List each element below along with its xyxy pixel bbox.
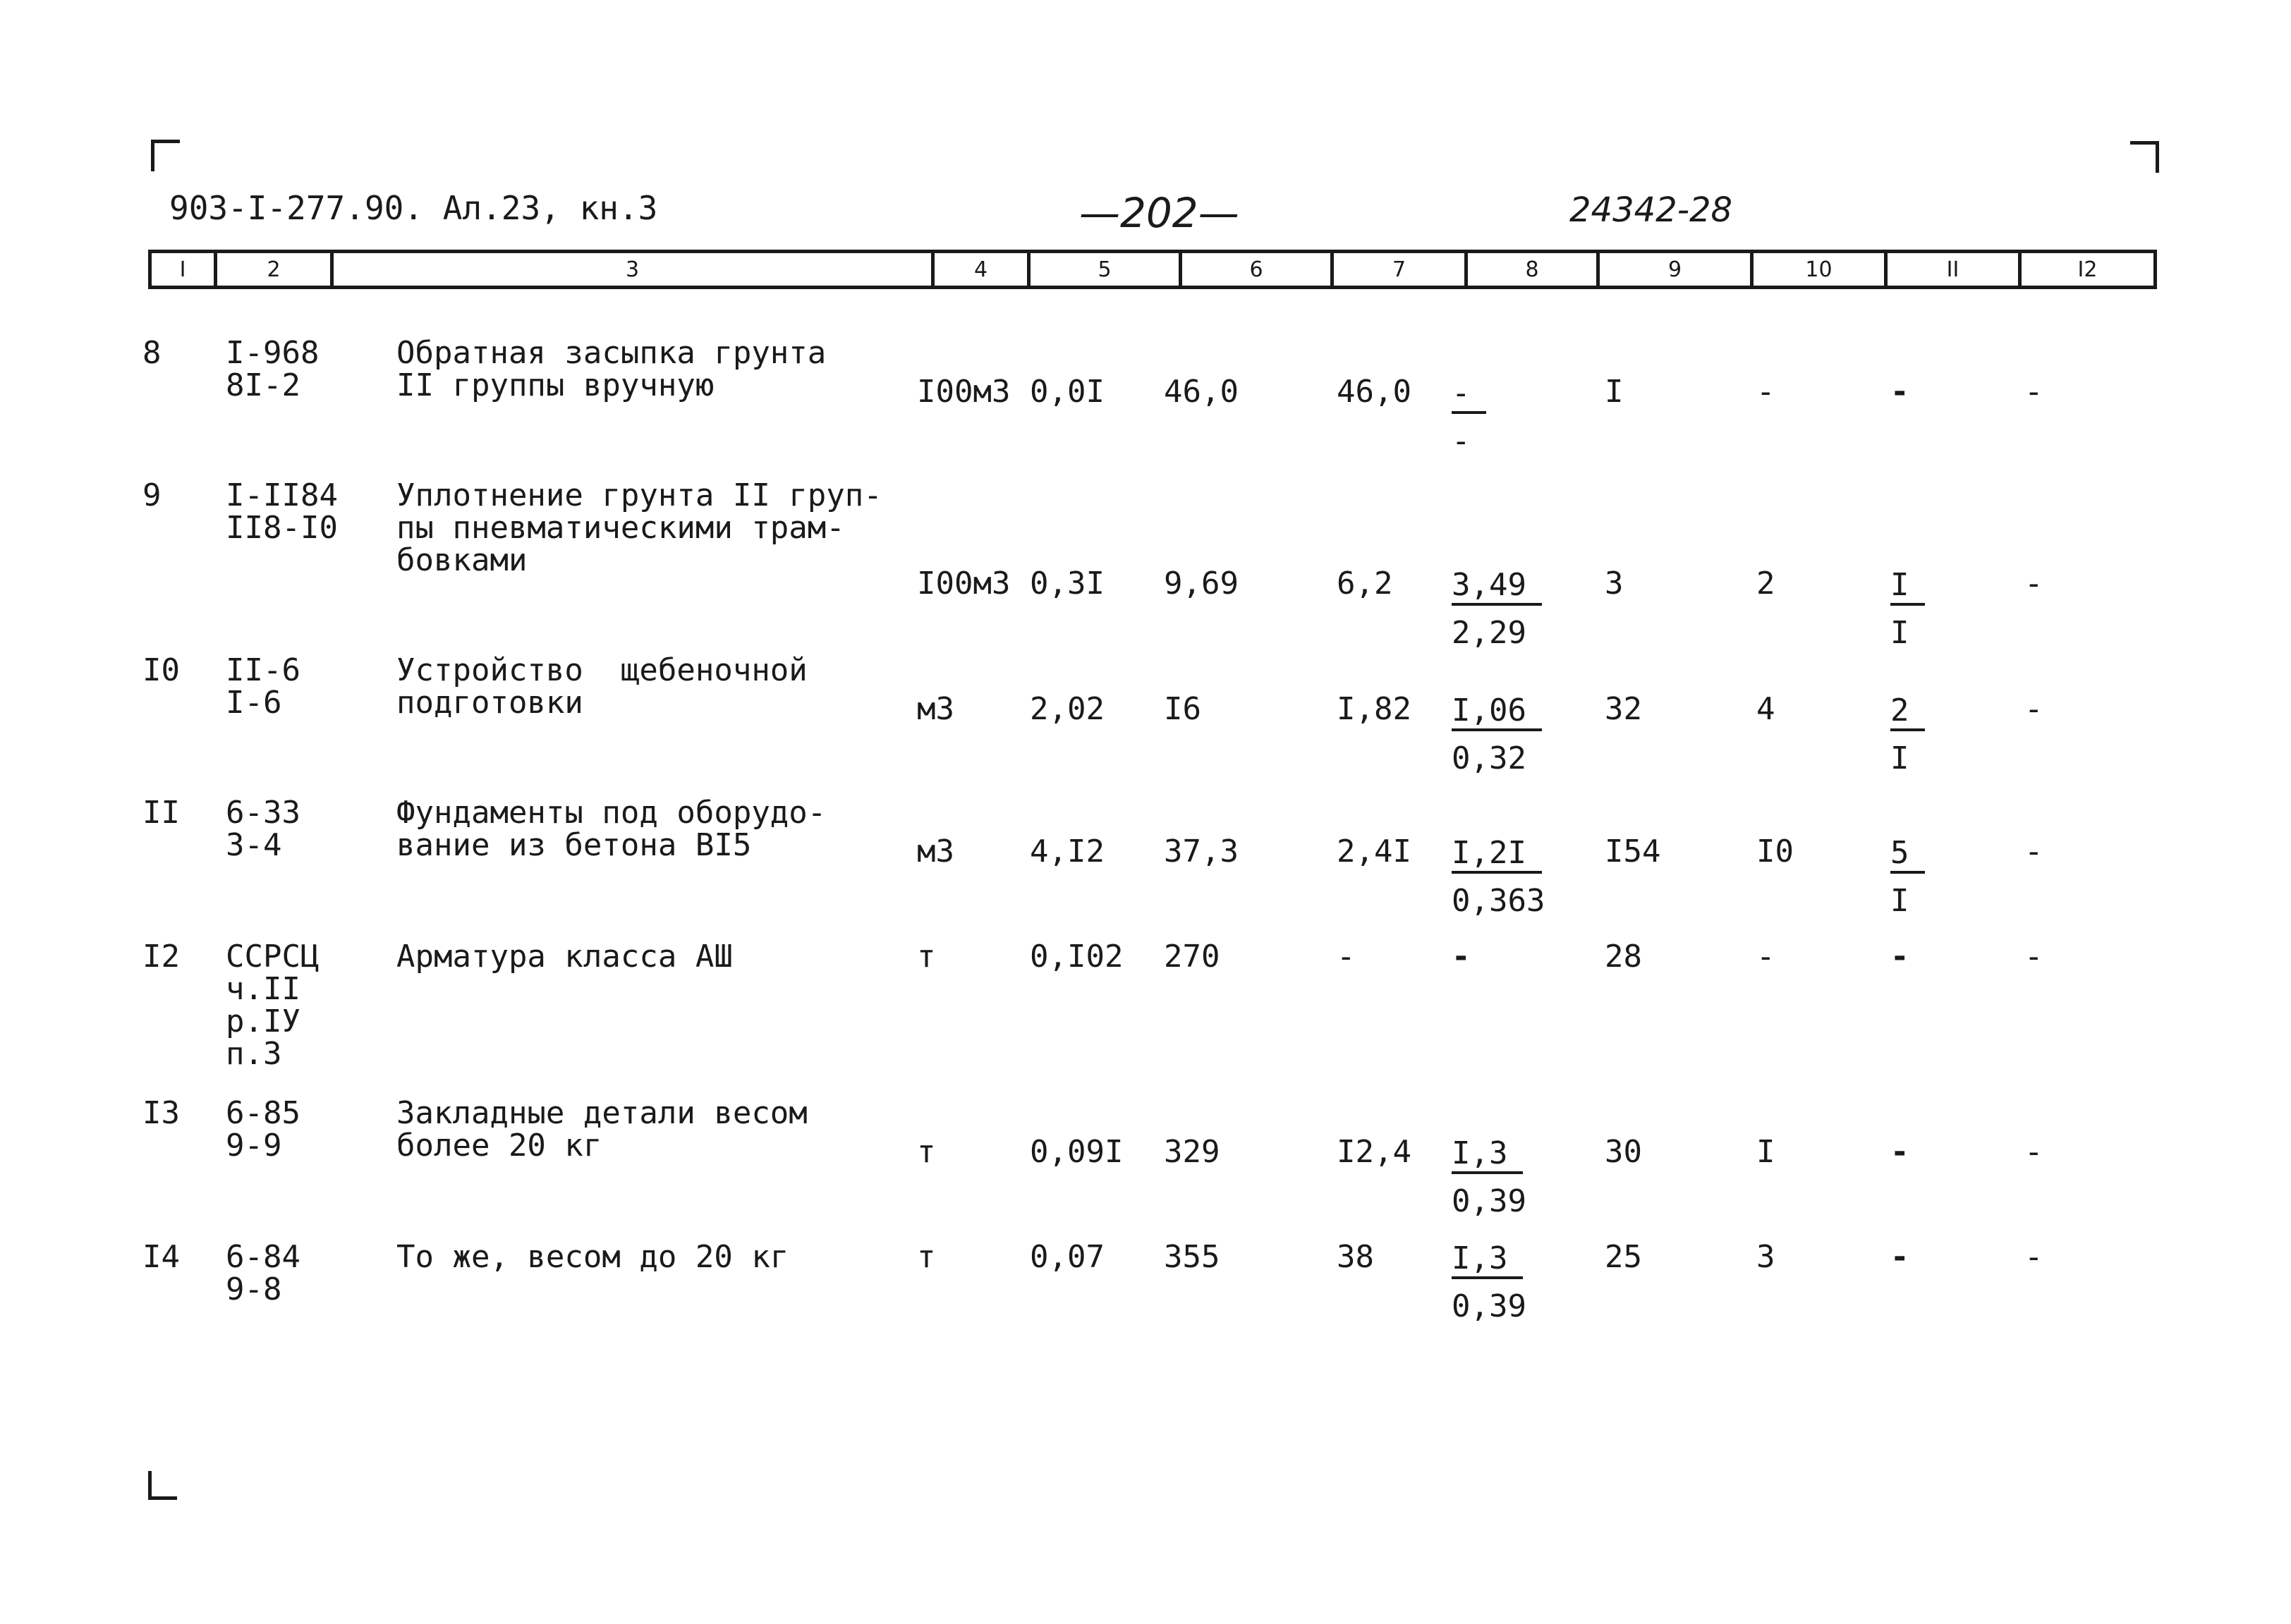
column-8-value-numerator: I,3 xyxy=(1452,1136,1523,1174)
column-7-value: 6,2 xyxy=(1337,566,1393,602)
column-11-value-numerator: 5 xyxy=(1890,836,1925,874)
column-12-value: - xyxy=(2024,939,2043,975)
column-11-value xyxy=(1890,376,1909,408)
column-10-value: 2 xyxy=(1756,566,1775,602)
work-name: Обратная засыпка грунта II группы вручную xyxy=(396,335,827,403)
column-8-value-numerator: 3,49 xyxy=(1452,568,1542,606)
row-number: I0 xyxy=(142,652,180,688)
unit-price: 37,3 xyxy=(1164,834,1239,869)
column-header-9: 9 xyxy=(1596,253,1750,286)
rate-code: I-968 8I-2 xyxy=(226,335,320,403)
column-12-value: - xyxy=(2024,1134,2043,1170)
column-header-10: 10 xyxy=(1750,253,1884,286)
column-11-value xyxy=(1890,568,1925,649)
column-10-value: 4 xyxy=(1756,691,1775,727)
column-10-value: I xyxy=(1756,1134,1775,1170)
corner-mark-top-left xyxy=(151,140,180,171)
unit: м3 xyxy=(917,691,954,727)
column-11-value-numerator: - xyxy=(1890,1134,1909,1170)
rate-code: 6-33 3-4 xyxy=(226,795,300,863)
column-8-value xyxy=(1452,376,1486,458)
unit-price: 9,69 xyxy=(1164,566,1239,602)
column-12-value: - xyxy=(2024,691,2043,727)
column-8-value xyxy=(1452,693,1542,775)
column-header-5: 5 xyxy=(1027,253,1179,286)
column-10-value: - xyxy=(1756,939,1775,975)
column-8-value xyxy=(1452,836,1545,917)
column-header-11: II xyxy=(1884,253,2018,286)
unit: т xyxy=(917,1134,936,1170)
column-11-value xyxy=(1890,941,1909,973)
column-7-value: 46,0 xyxy=(1337,374,1411,410)
column-10-value: I0 xyxy=(1756,834,1794,869)
column-12-value: - xyxy=(2024,834,2043,869)
work-name: То же, весом до 20 кг xyxy=(396,1239,789,1275)
column-8-value-numerator: - xyxy=(1452,376,1486,414)
column-header-6: 6 xyxy=(1179,253,1330,286)
column-11-value-numerator: - xyxy=(1890,374,1909,410)
work-name: Фундаменты под оборудо- вание из бетона BI5 xyxy=(396,795,827,863)
unit-price: 46,0 xyxy=(1164,374,1239,410)
column-7-value: I,82 xyxy=(1337,691,1411,727)
column-header-8: 8 xyxy=(1464,253,1596,286)
column-8-value-denominator: 0,39 xyxy=(1452,1288,1526,1324)
column-11-value-denominator: I xyxy=(1890,883,1909,919)
column-header-12: I2 xyxy=(2018,253,2153,286)
column-11-value-numerator: 2 xyxy=(1890,693,1925,731)
column-8-value-denominator: 0,363 xyxy=(1452,883,1545,919)
unit-price: 355 xyxy=(1164,1239,1220,1275)
column-8-value-denominator: 2,29 xyxy=(1452,615,1526,651)
rate-code: II-6 I-6 xyxy=(226,652,300,721)
column-header-3: 3 xyxy=(330,253,931,286)
unit: т xyxy=(917,1239,936,1275)
column-8-value xyxy=(1452,1136,1526,1218)
rate-code: 6-84 9-8 xyxy=(226,1239,300,1307)
column-11-value-numerator: I xyxy=(1890,568,1925,606)
row-number: 9 xyxy=(142,477,162,513)
sheet-code: 24342-28 xyxy=(1569,190,1733,230)
column-8-value-numerator: I,2I xyxy=(1452,836,1542,874)
unit: м3 xyxy=(917,834,954,869)
column-8-value-denominator: 0,39 xyxy=(1452,1183,1526,1219)
column-11-value xyxy=(1890,1241,1909,1274)
rate-code: ССРСЦ ч.II р.IУ п.3 xyxy=(226,939,320,1072)
row-number: 8 xyxy=(142,335,162,371)
corner-mark-bottom-left xyxy=(148,1471,177,1500)
column-9-value: 30 xyxy=(1605,1134,1642,1170)
unit: I00м3 xyxy=(917,566,1011,602)
column-8-value-numerator: I,3 xyxy=(1452,1241,1523,1279)
corner-mark-top-right xyxy=(2130,141,2159,173)
column-9-value: 32 xyxy=(1605,691,1642,727)
work-name: Устройство щебеночной подготовки xyxy=(396,652,808,721)
quantity: 0,3I xyxy=(1030,566,1105,602)
column-8-value xyxy=(1452,568,1542,649)
column-11-value xyxy=(1890,693,1925,775)
column-11-value xyxy=(1890,1136,1909,1168)
row-number: I4 xyxy=(142,1239,180,1275)
column-8-value-numerator: I,06 xyxy=(1452,693,1542,731)
work-name: Уплотнение грунта II груп- пы пневматическими трам- бовками xyxy=(396,477,882,578)
column-12-value: - xyxy=(2024,1239,2043,1275)
unit: I00м3 xyxy=(917,374,1011,410)
column-header-2: 2 xyxy=(214,253,330,286)
column-10-value: - xyxy=(1756,374,1775,410)
rate-code: 6-85 9-9 xyxy=(226,1095,300,1164)
column-11-value-numerator: - xyxy=(1890,939,1909,975)
column-10-value: 3 xyxy=(1756,1239,1775,1275)
quantity: 0,0I xyxy=(1030,374,1105,410)
column-7-value: I2,4 xyxy=(1337,1134,1411,1170)
column-header-1: I xyxy=(179,257,186,282)
quantity: 4,I2 xyxy=(1030,834,1105,869)
column-9-value: 28 xyxy=(1605,939,1642,975)
unit: т xyxy=(917,939,936,975)
row-number: I3 xyxy=(142,1095,180,1131)
quantity: 0,07 xyxy=(1030,1239,1105,1275)
column-7-value: 38 xyxy=(1337,1239,1374,1275)
column-9-value: I54 xyxy=(1605,834,1661,869)
quantity: 0,I02 xyxy=(1030,939,1124,975)
page-number: —202— xyxy=(1079,189,1239,237)
unit-price: I6 xyxy=(1164,691,1201,727)
column-header-4: 4 xyxy=(931,253,1027,286)
column-9-value: 25 xyxy=(1605,1239,1642,1275)
column-7-value: - xyxy=(1337,939,1356,975)
column-header-7: 7 xyxy=(1330,253,1464,286)
column-11-value-denominator: I xyxy=(1890,615,1909,651)
column-11-value xyxy=(1890,836,1925,917)
rate-code: I-II84 II8-I0 xyxy=(226,477,338,546)
unit-price: 270 xyxy=(1164,939,1220,975)
work-name: Закладные детали весом более 20 кг xyxy=(396,1095,808,1164)
unit-price: 329 xyxy=(1164,1134,1220,1170)
column-8-value xyxy=(1452,941,1471,973)
column-8-value-denominator: - xyxy=(1452,423,1471,459)
column-12-value: - xyxy=(2024,374,2043,410)
column-11-value-denominator: I xyxy=(1890,740,1909,776)
column-8-value-denominator: 0,32 xyxy=(1452,740,1526,776)
work-name: Арматура класса АШ xyxy=(396,939,733,975)
column-header-row xyxy=(148,250,2157,289)
document-code: 903-I-277.90. Ал.23, кн.3 xyxy=(169,189,658,227)
column-9-value: I xyxy=(1605,374,1624,410)
row-number: II xyxy=(142,795,180,831)
column-7-value: 2,4I xyxy=(1337,834,1411,869)
column-9-value: 3 xyxy=(1605,566,1624,602)
row-number: I2 xyxy=(142,939,180,975)
quantity: 2,02 xyxy=(1030,691,1105,727)
column-8-value xyxy=(1452,1241,1526,1323)
column-11-value-numerator: - xyxy=(1890,1239,1909,1275)
column-8-value-numerator: - xyxy=(1452,939,1471,975)
column-12-value: - xyxy=(2024,566,2043,602)
quantity: 0,09I xyxy=(1030,1134,1124,1170)
